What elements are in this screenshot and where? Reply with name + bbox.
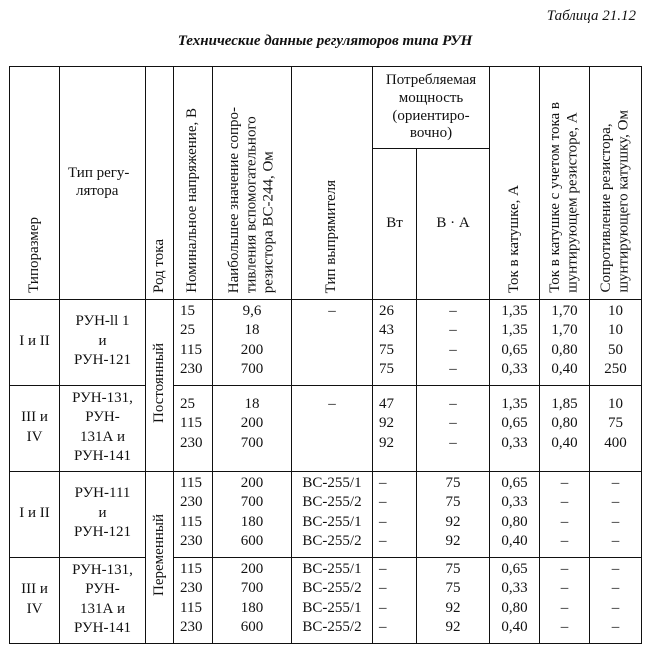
header-type: Тип регу- лятора [60,67,146,300]
header-coil-shunt: Ток в катушке с учетом тока в шунтирующем резисторе, А [540,67,590,300]
cell-shunt-res: – – – – [590,558,642,644]
table-row [10,300,642,386]
cell-type: РУН-ll 1 и РУН-121 [60,300,146,386]
cell-rectifier: ВС-255/1 ВС-255/2 ВС-255/1 ВС-255/2 [292,558,373,644]
cell-voltage: 115 230 115 230 [174,558,213,644]
cell-coil-shunt: – – – – [540,558,590,644]
cell-type: РУН-131, РУН- 131А и РУН-141 [60,558,146,644]
header-current-kind: Род тока [146,67,174,300]
cell-size: I и II [10,300,60,386]
header-power-w: Вт [373,149,417,300]
cell-power-w: – – – – [373,558,417,644]
header-shunt-res: Сопротивление резистора, шунтирующего катушку, Ом [590,67,642,300]
cell-coil-current: 0,65 0,33 0,80 0,40 [490,472,540,558]
cell-power-w: – – – – [373,472,417,558]
header-power: Потребляемая мощность (ориентиро- вочно) [373,67,490,149]
cell-power-va: 75 75 92 92 [417,558,490,644]
header-rectifier: Тип выпрямителя [292,67,373,300]
cell-power-va: 75 75 92 92 [417,472,490,558]
cell-power-w: 47 92 92 [373,386,417,472]
cell-rectifier: – [292,386,373,472]
table-caption: Таблица 21.12 [546,8,636,24]
cell-power-va: – – – [417,386,490,472]
cell-rectifier: – [292,300,373,386]
cell-voltage: 15 25 115 230 [174,300,213,386]
table-body [10,300,642,644]
specs-table [9,66,642,644]
cell-type: РУН-111 и РУН-121 [60,472,146,558]
cell-size: III и IV [10,386,60,472]
cell-resistor: 9,6 18 200 700 [213,300,292,386]
cell-shunt-res: – – – – [590,472,642,558]
cell-rectifier: ВС-255/1 ВС-255/2 ВС-255/1 ВС-255/2 [292,472,373,558]
cell-coil-current: 1,35 0,65 0,33 [490,386,540,472]
cell-voltage: 25 115 230 [174,386,213,472]
cell-resistor: 200 700 180 600 [213,472,292,558]
cell-voltage: 115 230 115 230 [174,472,213,558]
header-voltage: Номинальное напряжение, В [174,67,213,300]
header-row-top [10,67,642,149]
header-power-va: В · А [417,149,490,300]
cell-shunt-res: 10 10 50 250 [590,300,642,386]
cell-size: III и IV [10,558,60,644]
cell-type: РУН-131, РУН- 131А и РУН-141 [60,386,146,472]
cell-coil-shunt: 1,85 0,80 0,40 [540,386,590,472]
cell-power-va: – – – – [417,300,490,386]
cell-shunt-res: 10 75 400 [590,386,642,472]
cell-coil-shunt: 1,70 1,70 0,80 0,40 [540,300,590,386]
header-coil-current: Ток в катушке, А [490,67,540,300]
table-row [10,386,642,472]
cell-coil-shunt: – – – – [540,472,590,558]
cell-current-kind: Переменный [146,472,174,644]
table-row [10,558,642,644]
cell-size: I и II [10,472,60,558]
table-title: Технические данные регуляторов типа РУН [177,33,473,49]
cell-power-w: 26 43 75 75 [373,300,417,386]
table-row [10,472,642,558]
cell-coil-current: 1,35 1,35 0,65 0,33 [490,300,540,386]
cell-resistor: 200 700 180 600 [213,558,292,644]
cell-coil-current: 0,65 0,33 0,80 0,40 [490,558,540,644]
header-resistor: Наибольшее значение сопро- тивления вспомогательного резистора ВС-244, Ом [213,67,292,300]
header-size: Типоразмер [10,67,60,300]
cell-resistor: 18 200 700 [213,386,292,472]
cell-current-kind: Постоянный [146,300,174,472]
